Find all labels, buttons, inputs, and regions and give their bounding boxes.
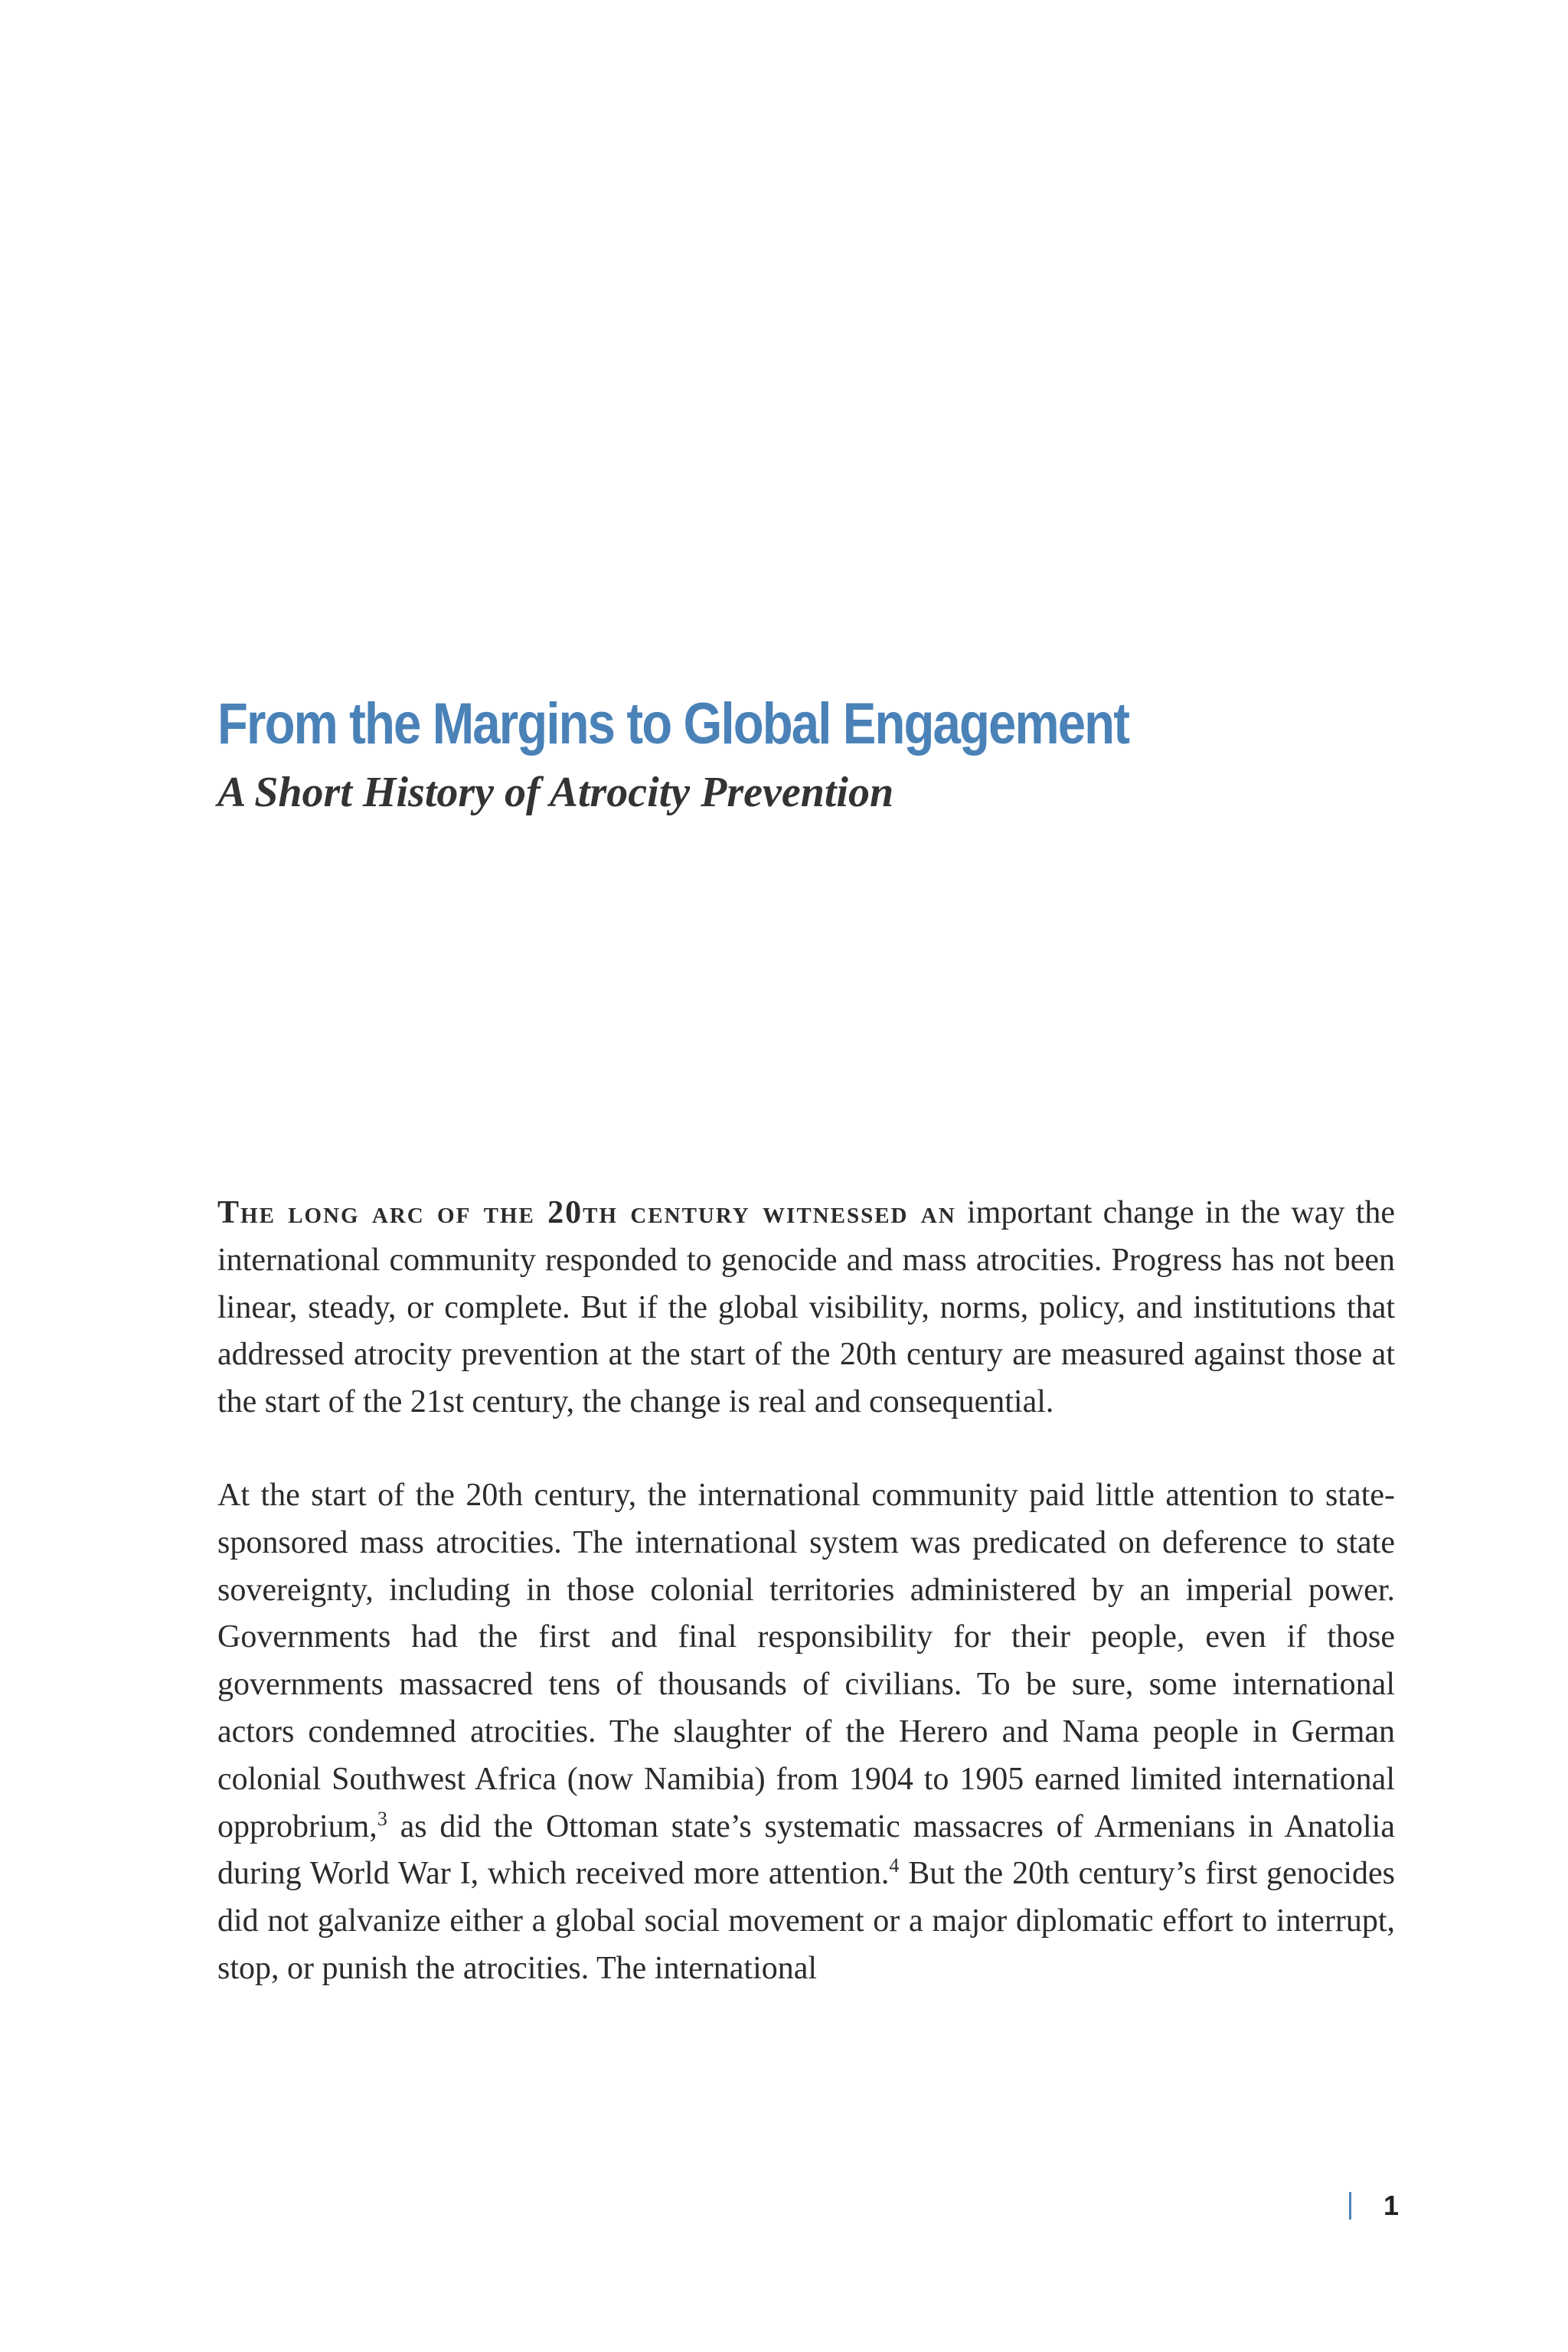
paragraph-1	[217, 1190, 1395, 1426]
folio-rule	[1349, 2192, 1351, 2220]
paragraph-2-text-b: as did the Ottoman state’s systematic massacres of Armenians in Anatolia during World War I, which received more attention.	[217, 1808, 1395, 1892]
paragraph-2	[217, 1472, 1395, 1993]
paragraph-1-text: important change in the way the international community responded to genocide and mass atrocities. Progress has not been linear, steady, or complete. But if the global visibility, norms, policy, and institutions that addressed atrocity prevention at the start of the 20th century are measured against those at the start of the 21st century, the change is real and consequential.	[217, 1195, 1396, 1420]
page-number: 1	[1383, 2190, 1400, 2221]
page-footer	[1349, 2188, 1399, 2223]
footnote-ref-4[interactable]: 4	[889, 1854, 900, 1877]
body-text	[217, 1190, 1395, 1993]
chapter-subtitle: A Short History of Atrocity Prevention	[217, 769, 894, 816]
lead-in-small-caps: The long arc of the 20th century witnessed an	[217, 1195, 956, 1230]
paragraph-2-text-c: But the 20th century’s first genocides did not galvanize either a global social movement or a major diplomatic effort to interrupt, stop, or punish the atrocities. The international	[217, 1856, 1395, 1986]
paragraph-2-text-a: At the start of the 20th century, the international community paid little attention to state-sponsored mass atrocities. The international system was predicated on deference to state sovereignty, including in those colonial territories administered by an imperial power. Governments had the first and final responsibility for their people, even if those governments massacred tens of thousands of civilians. To be sure, some international actors condemned atrocities. The slaughter of the Herero and Nama people in German colonial Southwest Africa (now Namibia) from 1904 to 1905 earned limited international opprobrium,	[217, 1477, 1395, 1844]
chapter-heading	[217, 689, 1396, 819]
footnote-ref-3[interactable]: 3	[377, 1807, 387, 1830]
chapter-title: From the Margins to Global Engagement	[217, 691, 1129, 756]
